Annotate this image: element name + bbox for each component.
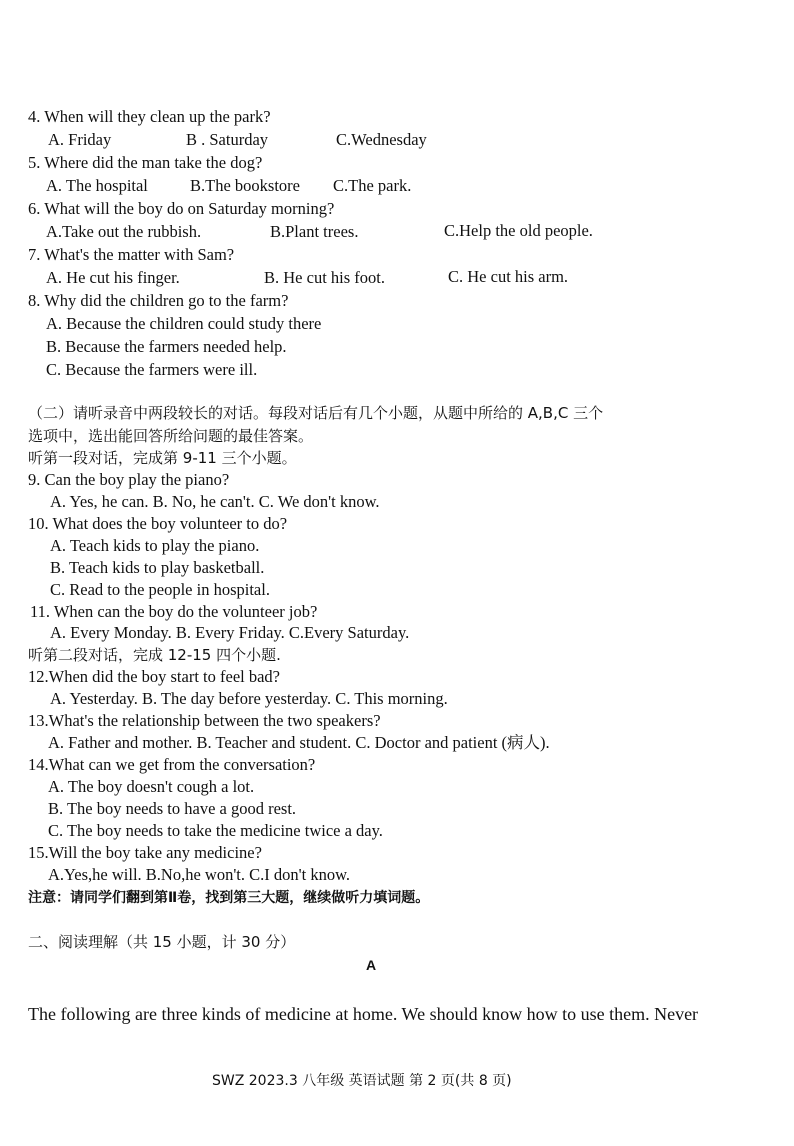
- question-11-options: A. Every Monday. B. Every Friday. C.Every Saturday.: [50, 623, 410, 642]
- question-4-option-c: C.Wednesday: [336, 130, 427, 149]
- question-4-option-a: A. Friday: [48, 130, 112, 149]
- reading-heading: 二、阅读理解（共 15 小题，计 30 分）: [28, 933, 296, 951]
- question-6-option-c: C.Help the old people.: [444, 221, 593, 240]
- dialog2-intro: 听第二段对话，完成 12-15 四个小题.: [28, 646, 281, 664]
- question-8-option-c: C. Because the farmers were ill.: [46, 360, 258, 379]
- question-6-stem: 6. What will the boy do on Saturday morning?: [28, 199, 335, 218]
- question-13-options: A. Father and mother. B. Teacher and student. C. Doctor and patient (病人).: [48, 733, 550, 752]
- question-5-option-b: B.The bookstore: [190, 176, 300, 195]
- question-6-option-b: B.Plant trees.: [270, 222, 359, 241]
- question-14-option-c: C. The boy needs to take the medicine twice a day.: [48, 821, 383, 840]
- section2-instruction-line1: （二）请听录音中两段较长的对话。每段对话后有几个小题，从题中所给的 A,B,C 三个: [28, 404, 604, 422]
- question-14-option-a: A. The boy doesn't cough a lot.: [48, 777, 255, 796]
- question-5-option-a: A. The hospital: [46, 176, 148, 195]
- question-6-option-a: A.Take out the rubbish.: [46, 222, 202, 241]
- question-12-stem: 12.When did the boy start to feel bad?: [28, 667, 281, 686]
- question-14-option-b: B. The boy needs to have a good rest.: [48, 799, 297, 818]
- question-15-stem: 15.Will the boy take any medicine?: [28, 843, 262, 862]
- question-10-option-a: A. Teach kids to play the piano.: [50, 536, 260, 555]
- question-9-stem: 9. Can the boy play the piano?: [28, 470, 230, 489]
- question-10-option-b: B. Teach kids to play basketball.: [50, 558, 265, 577]
- question-11-stem: 11. When can the boy do the volunteer job?: [30, 602, 318, 621]
- page-footer: SWZ 2023.3 八年级 英语试题 第 2 页(共 8 页): [212, 1073, 512, 1089]
- question-7-option-a: A. He cut his finger.: [46, 268, 180, 287]
- question-10-option-c: C. Read to the people in hospital.: [50, 580, 270, 599]
- question-8-option-b: B. Because the farmers needed help.: [46, 337, 287, 356]
- section2-note: 注意：请同学们翻到第Ⅱ卷，找到第三大题，继续做听力填词题。: [28, 890, 430, 906]
- question-5-stem: 5. Where did the man take the dog?: [28, 153, 263, 172]
- dialog1-intro: 听第一段对话，完成第 9-11 三个小题。: [28, 449, 297, 467]
- question-4-option-b: B . Saturday: [186, 130, 269, 149]
- question-15-options: A.Yes,he will. B.No,he won't. C.I don't know.: [48, 865, 351, 884]
- passage-first-line: The following are three kinds of medicine at home. We should know how to use them. Never: [28, 1004, 699, 1024]
- question-9-options: A. Yes, he can. B. No, he can't. C. We don't know.: [50, 492, 380, 511]
- question-4-stem: 4. When will they clean up the park?: [28, 107, 271, 126]
- question-10-stem: 10. What does the boy volunteer to do?: [28, 514, 288, 533]
- question-7-stem: 7. What's the matter with Sam?: [28, 245, 235, 264]
- question-8-stem: 8. Why did the children go to the farm?: [28, 291, 289, 310]
- question-7-option-c: C. He cut his arm.: [448, 267, 569, 286]
- passage-label: A: [366, 957, 377, 973]
- question-13-stem: 13.What's the relationship between the two speakers?: [28, 711, 381, 730]
- question-8-option-a: A. Because the children could study there: [46, 314, 322, 333]
- question-12-options: A. Yesterday. B. The day before yesterday. C. This morning.: [50, 689, 448, 708]
- question-14-stem: 14.What can we get from the conversation?: [28, 755, 316, 774]
- section2-instruction-line2: 选项中，选出能回答所给问题的最佳答案。: [28, 427, 314, 445]
- question-7-option-b: B. He cut his foot.: [264, 268, 385, 287]
- question-5-option-c: C.The park.: [333, 176, 412, 195]
